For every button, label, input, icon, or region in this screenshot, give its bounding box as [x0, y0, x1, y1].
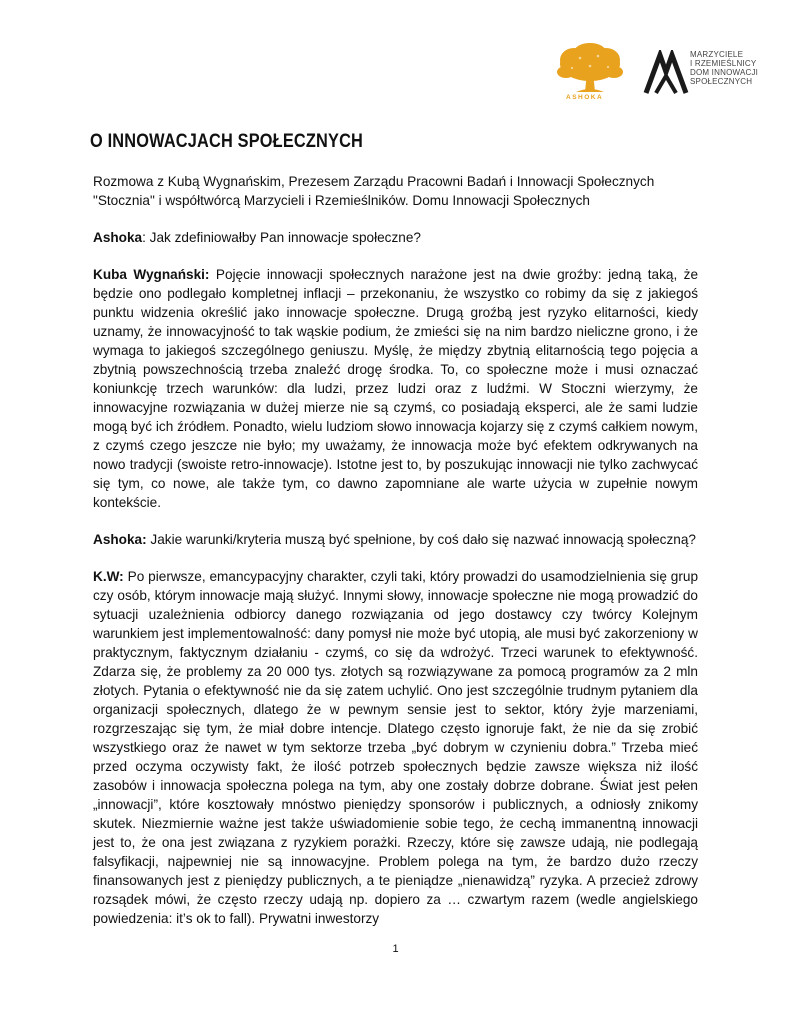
paragraph-text: Pojęcie innowacji społecznych narażone jest na dwie groźby: jedną taką, że będzie ono podlegało kompletnej inflacji – przekonaniu, że wszystko co robimy da się z jakiegoś punktu widzenia określić jako innowacje społeczne. Drugą groźbą jest ryzyko elitarności, kiedy uznamy, że innowacyjność to tak wąskie podium, że zmieści się na nim bardzo nieliczne grono, i że wymaga to jakiegoś szczególnego geniuszu. Myślę, że między zbytnią elitarnością tego pojęcia a zbytnią powszechnością trzeba znaleźć drogę środka. To, co społeczne może i musi oznaczać koniunkcję trzech warunków: dla ludzi, przez ludzi oraz z ludźmi. W Stoczni wierzymy, że innowacyjne rozwiązania w dużej mierze nie są czymś, co posiadają eksperci, ale że sami ludzie mogą być ich źródłem. Ponadto, wielu ludziom słowo innowacja kojarzy się z czymś całkiem nowym, z czymś czego jeszcze nie było; my uważamy, że innowacja może być efektem odkrywanych na nowo tradycji (swoiste retro-innowacje). Istotne jest to, by poszukując innowacji nie tylko zachwycać się tym, co nowe, ale także tym, co dawno zapomniane ale warte użycia w zupełnie nowym kontekście. [93, 267, 699, 510]
paragraph-text: Po pierwsze, emancypacyjny charakter, czyli taki, który prowadzi do usamodzielnienia się grup czy osób, którym innowacje mają służyć. Innymi słowy, innowacje społeczne nie mogą prowadzić do sytuacji uzależnienia odbiorcy danego rozwiązania od jego dostawcy czy twórcy Kolejnym warunkiem jest implementowalność: dany pomysł nie może być utopią, ale musi być zakorzeniony w praktycznym, faktycznym działaniu - czymś, co się da wdrożyć. Trzeci warunek to efektywność. Zdarza się, że problemy za 20 000 tys. złotych są rozwiązywane za pomocą programów za 2 mln złotych. Pytania o efektywność nie da się zatem uchylić. Ono jest szczególnie trudnym pytaniem dla organizacji społecznych, dlatego że w pewnym sensie jest to sektor, który żyje marzeniami, rozgrzeszając się tym, że miał dobre intencje. Dlatego często ignoruje fakt, że nie da się zrobić wszystkiego oraz że nawet w tym sektorze trzeba „być dobrym w czynieniu dobra.” Trzeba mieć przed oczyma oczywisty fakt, że ilość potrzeb społecznych będzie zawsze większa niż ilość zasobów i innowacja społeczna polega na tym, aby one zostały dobrze dobrane. Świat jest pełen „innowacji”, które kosztowały mnóstwo pieniędzy sponsorów i publicznych, a odniosły znikomy skutek. Niezmiernie ważne jest także uświadomienie sobie tego, że cechą immanentną innowacji jest to, że ona jest związana z ryzykiem porażki. Rzeczy, które się zawsze udają, nie podlegają falsyfikacji, najpewniej nie są innowacyjne. Problem polega na tym, że bardzo dużo rzeczy finansowanych jest z pieniędzy publicznych, a te pieniądze „nienawidzą” ryzyka. A przecież zdrowy rozsądek mówi, że często rzeczy udają np. dopiero za … czwartym razem (wedle angielskiego powiedzenia: it’s ok to fall). Prywatni inwestorzy [93, 569, 699, 926]
speaker-separator: : [142, 230, 150, 245]
ashoka-wordmark: ASHOKA [566, 94, 604, 101]
marzyciele-logo-mark [643, 50, 689, 96]
intro-paragraph: Rozmowa z Kubą Wygnańskim, Prezesem Zarządu Pracowni Badań i Innowacji Społecznych "Stocznia" i współtwórcą Marzycieli i Rzemieślników. Domu Innowacji Społecznych [93, 174, 655, 208]
speaker-label: K.W: [93, 569, 124, 584]
page-number: 1 [392, 943, 399, 955]
question-paragraph [93, 228, 698, 247]
header-logos [540, 42, 770, 104]
partner-line: MARZYCIELE [690, 50, 744, 59]
speaker-label: Ashoka [93, 230, 143, 245]
speaker-label: Ashoka: [93, 532, 147, 547]
answer-paragraph [93, 567, 698, 928]
paragraph-text: Jak zdefiniowałby Pan innowacje społeczne? [149, 230, 421, 245]
answer-paragraph [93, 265, 698, 512]
partner-line: I RZEMIEŚLNICY [690, 59, 757, 68]
article-body [93, 172, 698, 946]
page-title: O INNOWACJACH SPOŁECZNYCH [90, 131, 364, 152]
speaker-label: Kuba Wygnański: [93, 267, 210, 282]
paragraph-text: Jakie warunki/kryteria muszą być spełnione, by coś dało się nazwać innowacją społeczną? [150, 532, 696, 547]
question-paragraph [93, 530, 698, 549]
partner-line: DOM INNOWACJI [690, 68, 759, 77]
partner-line: SPOŁECZNYCH [690, 77, 753, 86]
partner-name [690, 50, 758, 86]
